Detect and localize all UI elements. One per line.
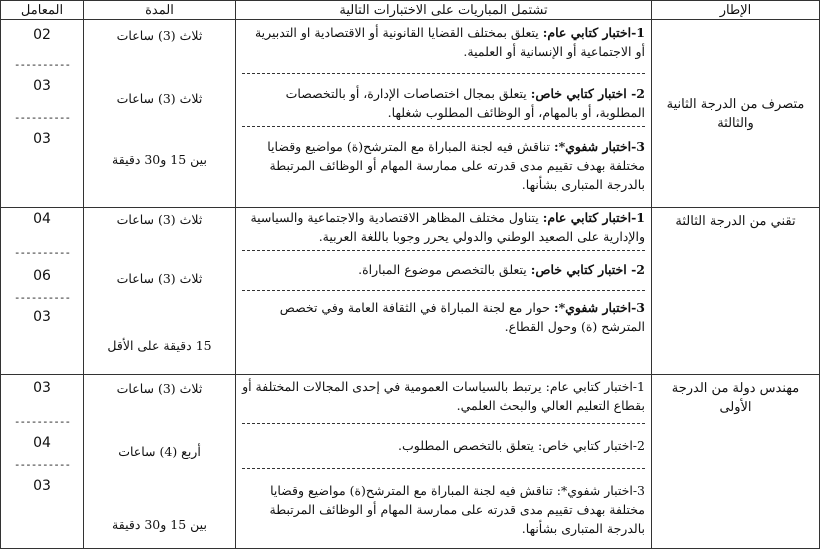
framework-cell: تقني من الدرجة الثالثة bbox=[652, 208, 820, 375]
exam-item: 1-اختبار كتابي عام: يتناول مختلف المظاهر الاقتصادية والاجتماعية والسياسية والإدارية على الصعيد الوطني والدولي يحرر وجوبا باللغة العربية. bbox=[250, 210, 645, 244]
duration-value: ثلاث (3) ساعات bbox=[116, 271, 203, 286]
coefficient-cell bbox=[1, 208, 84, 375]
duration-value: بين 15 و30 دقيقة bbox=[112, 517, 207, 532]
divider bbox=[242, 423, 645, 424]
coefficient-cell bbox=[1, 20, 84, 208]
duration-value: أربع (4) ساعات bbox=[118, 444, 201, 459]
duration-cell bbox=[84, 208, 236, 375]
coefficient-cell bbox=[1, 375, 84, 549]
separator: ---------- bbox=[13, 291, 71, 304]
duration-value: ثلاث (3) ساعات bbox=[116, 381, 203, 396]
header-exams: تشتمل المباريات على الاختبارات التالية bbox=[236, 1, 652, 20]
separator: ---------- bbox=[13, 458, 71, 471]
table-row bbox=[1, 375, 820, 549]
exams-cell bbox=[236, 20, 652, 208]
exam-item: 3-اختبار شفوي*: تناقش فيه لجنة المباراة مع المترشح(ة) مواضيع وقضايا مختلفة بهدف تقييم مدى قدرته على ممارسة المهام أو الوظائف المرتبطة بالدرجة المتبارى بشأنها. bbox=[267, 139, 645, 192]
table-row bbox=[1, 208, 820, 375]
framework-cell: متصرف من الدرجة الثانية والثالثة bbox=[652, 20, 820, 208]
coefficient-value: 04 bbox=[33, 211, 51, 227]
coefficient-value: 02 bbox=[33, 27, 51, 43]
duration-value: بين 15 و30 دقيقة bbox=[112, 152, 207, 167]
exam-item: 2-اختبار كتابي خاص: يتعلق بالتخصص المطلوب. bbox=[398, 438, 645, 453]
coefficient-value: 03 bbox=[33, 380, 51, 396]
exam-item: 3-اختبار شفوي*: حوار مع لجنة المباراة في الثقافة العامة وفي تخصص المترشح (ة) وحول القطاع. bbox=[279, 300, 645, 334]
exam-item: 2- اختبار كتابي خاص: يتعلق بالتخصص موضوع المباراة. bbox=[358, 262, 645, 277]
framework-cell: مهندس دولة من الدرجة الأولى bbox=[652, 375, 820, 549]
duration-value: ثلاث (3) ساعات bbox=[116, 212, 203, 227]
coefficient-value: 04 bbox=[33, 435, 51, 451]
divider bbox=[242, 73, 645, 74]
exam-item: 2- اختبار كتابي خاص: يتعلق بمجال اختصاصات الإدارة، أو بالتخصصات المطلوبة، أو بالمهام، أو الوظائف المطلوب شغلها. bbox=[285, 86, 645, 120]
duration-value: 15 دقيقة على الأقل bbox=[107, 338, 212, 353]
duration-value: ثلاث (3) ساعات bbox=[116, 91, 203, 106]
coefficient-value: 03 bbox=[33, 131, 51, 147]
duration-value: ثلاث (3) ساعات bbox=[116, 28, 203, 43]
duration-cell bbox=[84, 375, 236, 549]
exam-item: 1-اختبار كتابي عام: يرتبط بالسياسات العمومية في إحدى المجالات المختلفة أو بقطاع التعليم العالي والبحث العلمي. bbox=[242, 379, 645, 413]
separator: ---------- bbox=[13, 415, 71, 428]
table-row bbox=[1, 20, 820, 208]
coefficient-value: 06 bbox=[33, 268, 51, 284]
header-coefficient: المعامل bbox=[1, 1, 84, 20]
separator: ---------- bbox=[13, 246, 71, 259]
coefficient-value: 03 bbox=[33, 478, 51, 494]
separator: ---------- bbox=[13, 58, 71, 71]
duration-cell bbox=[84, 20, 236, 208]
exam-item: 1-اختبار كتابي عام: يتعلق بمختلف القضايا القانونية أو الاقتصادية او التدبيرية أو الاجتماعية أو الإنسانية أو العلمية. bbox=[254, 25, 645, 59]
header-row bbox=[1, 1, 820, 20]
header-framework: الإطار bbox=[652, 1, 820, 20]
divider bbox=[242, 290, 645, 291]
separator: ---------- bbox=[13, 111, 71, 124]
header-duration: المدة bbox=[84, 1, 236, 20]
divider bbox=[242, 250, 645, 251]
divider bbox=[242, 468, 645, 469]
divider bbox=[242, 126, 645, 127]
exams-cell bbox=[236, 208, 652, 375]
coefficient-value: 03 bbox=[33, 78, 51, 94]
exam-item: 3-اختبار شفوي*: تناقش فيه لجنة المباراة مع المترشح(ة) مواضيع وقضايا مختلفة بهدف تقييم مدى قدرته على ممارسة المهام أو الوظائف المرتبطة بالدرجة المتبارى بشأنها. bbox=[269, 483, 645, 536]
exams-cell bbox=[236, 375, 652, 549]
coefficient-value: 03 bbox=[33, 309, 51, 325]
